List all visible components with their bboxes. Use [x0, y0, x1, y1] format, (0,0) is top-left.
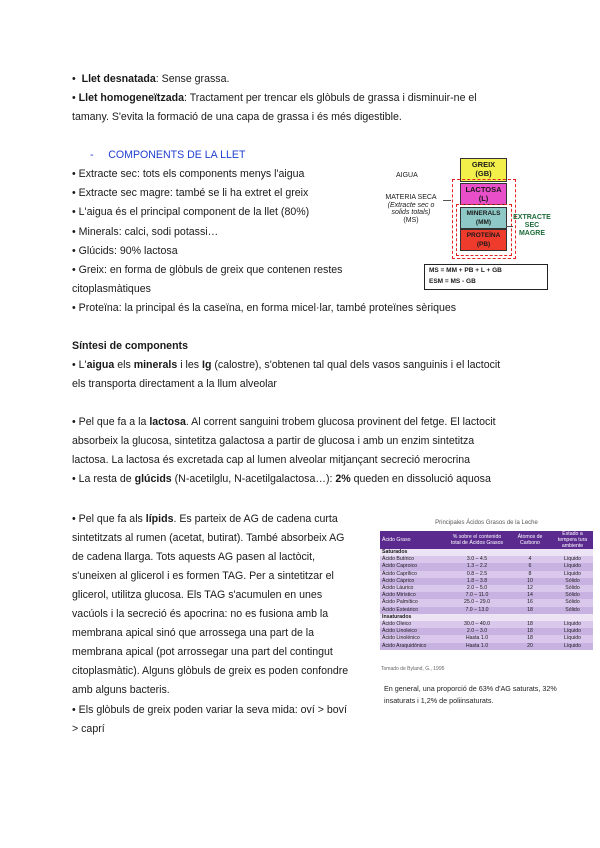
- table-cell: 18: [527, 635, 533, 642]
- materia-seca-line: solids totals): [391, 209, 431, 216]
- intro-line-3: tamany. S'evita la formació de una capa de grassa i és més digestible.: [72, 111, 402, 123]
- lipids-line: de cadena llarga. Tots aquests AG pasen al lactòcit,: [72, 551, 316, 563]
- formula-ms: MS = MM + PB + L + GB: [429, 267, 502, 274]
- component-item: • L'aigua és el principal component de la llet (80%): [72, 206, 310, 218]
- table-cell: 18: [527, 628, 533, 635]
- intro-text: : Sense grassa.: [155, 73, 230, 85]
- lactosa-code: (L): [478, 193, 489, 203]
- synthesis-p2-line3: lactosa. La lactosa és excretada cap al lumen alveolar mitjançant secreció merocrina: [72, 454, 471, 466]
- table-cell: Ácido Esteárico: [382, 606, 419, 613]
- lipids-line: sintetitzats al rumen (acetat, butirat). També absorbeix AG: [72, 532, 345, 544]
- component-item: • Minerals: calci, sodi potassi…: [72, 226, 219, 238]
- proteina-code: (PB): [476, 240, 491, 248]
- component-item-text: Minerals: calci, sodi potassi…: [78, 226, 219, 238]
- extracte-line: EXTRACTE: [513, 214, 551, 221]
- globuls-line-2: > caprí: [72, 723, 105, 735]
- table-cell: Sólido: [565, 606, 580, 613]
- table-cell: Líquido: [563, 563, 582, 570]
- table-body: [380, 549, 593, 650]
- caption-line: insaturats i 1,2% de poliinsaturats.: [384, 696, 494, 705]
- table-cell: Ácido Cáprico: [382, 577, 415, 584]
- component-item: • Extracte sec magre: també se li ha extret el greix: [72, 187, 309, 199]
- diagram-aigua: AIGUA: [396, 172, 418, 179]
- lipids-line: vacúols i la secreció és apocrina: no es fusiona amb la: [72, 608, 329, 620]
- component-item-text: Extracte sec: tots els components menys l'aigua: [78, 168, 305, 180]
- diagram-extracte-sec-magre: [511, 214, 553, 238]
- text-span: L': [78, 359, 87, 371]
- fatty-acids-table: [380, 531, 593, 650]
- table-cell: 1.3 – 2.2: [466, 563, 488, 570]
- table-cell: 14: [527, 592, 533, 599]
- table-cell: Sólido: [565, 585, 580, 592]
- text-span: Pel que fa als: [78, 513, 146, 525]
- formula-esm: ESM = MS - GB: [429, 278, 476, 285]
- table-cell: 12: [527, 585, 533, 592]
- table-cell: 25.0 – 29.0: [464, 599, 490, 606]
- table-cell: 1.8 – 3.8: [466, 577, 488, 584]
- minerals-label: MINERALS: [466, 210, 501, 217]
- materia-seca-line: (MS): [403, 216, 419, 224]
- term-homogeneitzada: Llet homogeneïtzada: [78, 92, 185, 104]
- table-header-cell: Átomos de Carbono: [517, 534, 543, 546]
- text-span: . Es parteix de AG de cadena curta: [173, 513, 338, 525]
- synthesis-p2-line2: absorbeix la glucosa, sintetitza galactosa a partir de glucosa i amb un enzim sintetitza: [72, 435, 475, 447]
- component-item-text: Glúcids: 90% lactosa: [78, 245, 178, 257]
- components-heading: - COMPONENTS DE LA LLET: [90, 149, 246, 161]
- lipids-line-1: • Pel que fa als lípids. Es parteix de AG de cadena curta: [72, 513, 338, 525]
- table-cell: Ácido Palmítico: [382, 599, 418, 606]
- table-cell: Ácido Linoleico: [382, 628, 417, 635]
- lipids-line: citoplasmàtic). Alguns glòbuls de greix es poden confondre: [72, 665, 349, 677]
- term-ig: Ig: [202, 359, 212, 371]
- table-row: [380, 563, 593, 570]
- table-cell: Ácido Araquidónico: [382, 642, 427, 649]
- term-minerals: minerals: [133, 359, 178, 371]
- minerals-code: (MM): [475, 218, 492, 226]
- table-section-row: [380, 614, 593, 621]
- text-span: La resta de: [78, 473, 135, 485]
- diagram-lactosa-box: [460, 183, 507, 205]
- term-glucids: glúcids: [134, 473, 172, 485]
- synthesis-p3: • La resta de glúcids (N-acetilglu, N-acetilgalactosa…): 2% queden en dissolució aquosa: [72, 473, 491, 485]
- component-item-text: Extracte sec magre: també se li ha extret el greix: [78, 187, 309, 199]
- table-source: Tomado de Byland, G., 1995: [381, 666, 445, 672]
- table-cell: 18: [527, 621, 533, 628]
- table-cell: Líquido: [563, 628, 582, 635]
- materia-seca-line: (Extracte sec o: [387, 201, 435, 209]
- table-cell: 7.0 – 13.0: [465, 606, 489, 613]
- greix-code: (GB): [475, 168, 492, 178]
- component-item: • Extracte sec: tots els components menys l'aigua: [72, 168, 305, 180]
- table-cell: Ácido Caproico: [382, 563, 418, 570]
- synthesis-p2: • Pel que fa a la lactosa. Al corrent sanguini trobem glucosa provinent del fetge. El lactocit: [72, 416, 496, 428]
- table-row: [380, 643, 593, 650]
- table-section-label: Saturados: [382, 549, 408, 555]
- diagram-minerals-box: [460, 207, 507, 229]
- extracte-line: SEC: [524, 222, 540, 229]
- table-cell: Líquido: [563, 642, 582, 649]
- diagram-materia-seca: [381, 194, 441, 224]
- table-cell: Ácido Láurico: [382, 585, 414, 592]
- table-cell: Líquido: [563, 570, 582, 577]
- text-span: Els glòbuls de greix poden variar la seva mida: oví > boví: [78, 704, 347, 716]
- table-cell: 6: [528, 563, 532, 570]
- table-caption: [384, 683, 557, 707]
- component-item: • Greix: en forma de glòbuls de greix que contenen restes: [72, 264, 343, 276]
- table-cell: 10: [527, 577, 533, 584]
- extracte-line: MAGRE: [518, 230, 546, 237]
- table-cell: 16: [527, 599, 533, 606]
- table-cell: Ácido Caprílico: [382, 570, 417, 577]
- table-cell: 2.0 – 3.0: [466, 628, 488, 635]
- text-span: Pel que fa a la: [78, 416, 150, 428]
- table-cell: Sólido: [565, 577, 580, 584]
- table-cell: 4: [528, 556, 532, 563]
- table-cell: Hasta 1.0: [465, 635, 489, 642]
- proteina-label: PROTEÏNA: [466, 232, 501, 239]
- table-cell: 7.0 – 11.0: [465, 592, 489, 599]
- text-span: i les: [177, 359, 202, 371]
- table-row: [380, 607, 593, 614]
- synthesis-heading: Síntesi de components: [72, 340, 188, 352]
- term-lipids: lípids: [145, 513, 174, 525]
- text-span: . Al corrent sanguini trobem glucosa provinent del fetge. El lactocit: [185, 416, 496, 428]
- table-cell: Ácido Mirístico: [382, 592, 416, 599]
- diagram-proteina-box: [460, 229, 507, 251]
- table-cell: Líquido: [563, 621, 582, 628]
- table-row: [380, 571, 593, 578]
- percent-glucids: 2%: [335, 473, 351, 485]
- table-section-label: Insaturados: [382, 613, 412, 620]
- diagram-formulas-box: [424, 264, 548, 290]
- table-cell: 18: [527, 606, 533, 613]
- component-item: • Proteïna: la principal és la caseïna, en forma micel·lar, també proteïnes sèriques: [72, 302, 457, 314]
- lipids-line: membrana apical (pot arrossegar una part del contingut: [72, 646, 333, 658]
- component-item-text: L'aigua és el principal component de la llet (80%): [78, 206, 310, 218]
- materia-seca-line: MATERIA SECA: [385, 194, 437, 201]
- term-lactosa: lactosa: [149, 416, 186, 428]
- table-cell: Líquido: [563, 635, 582, 642]
- table-cell: Sólido: [565, 592, 580, 599]
- diagram-connector: [443, 200, 451, 201]
- table-cell: 3.0 – 4.5: [466, 556, 488, 563]
- table-cell: 8: [528, 570, 532, 577]
- intro-text: : Tractament per trencar els glòbuls de grassa i disminuir-ne el: [184, 92, 477, 104]
- table-header-row: [380, 531, 593, 549]
- component-item: • Glúcids: 90% lactosa: [72, 245, 178, 257]
- lipids-line: membrana apical sinó que arrossega una part de la: [72, 627, 315, 639]
- table-cell: Hasta 1.0: [465, 642, 489, 649]
- greix-label: GREIX: [471, 160, 496, 169]
- table-row: [380, 635, 593, 642]
- table-title: Principales Ácidos Grasos de la Leche: [435, 520, 538, 526]
- lipids-line: amb alguns bacteris.: [72, 684, 170, 696]
- table-cell: Ácido Butírico: [382, 556, 415, 563]
- term-aigua: aigua: [86, 359, 115, 371]
- synthesis-p1-line2: els transporta directament a la llum alveolar: [72, 378, 277, 390]
- component-item-continuation: citoplasmàtiques: [72, 283, 151, 295]
- text-span: els: [114, 359, 134, 371]
- term-desnatada: Llet desnatada: [81, 73, 156, 85]
- table-header-cell: Estado a tempera tura ambiente: [557, 531, 588, 549]
- component-item-text: Greix: en forma de glòbuls de greix que contenen restes: [78, 264, 343, 276]
- table-row: [380, 599, 593, 606]
- components-heading-text: COMPONENTS DE LA LLET: [108, 149, 246, 161]
- globuls-line-1: • Els glòbuls de greix poden variar la seva mida: oví > boví: [72, 704, 347, 716]
- intro-line-homogeneitzada: • Llet homogeneïtzada: Tractament per trencar els glòbuls de grassa i disminuir-ne el: [72, 92, 477, 104]
- lipids-line: s'uneixen al glicerol i es formen TAG. Per a sintetitzar el: [72, 570, 334, 582]
- table-cell: 0.8 – 2.5: [466, 570, 488, 577]
- table-cell: 2.0 – 5.0: [466, 585, 488, 592]
- table-header-cell: % sobre el contenido total de Ácidos Grasos: [450, 534, 504, 546]
- text-span: (N-acetilglu, N-acetilgalactosa…):: [171, 473, 336, 485]
- component-item-text: Proteïna: la principal és la caseïna, en forma micel·lar, també proteïnes sèriques: [78, 302, 457, 314]
- lactosa-label: LACTOSA: [465, 185, 502, 194]
- lipids-line: glicerol, utilitza glucosa. Els TAG s'acumulen en unes: [72, 589, 323, 601]
- table-cell: 30.0 – 40.0: [464, 621, 490, 628]
- text-span: queden en dissolució aquosa: [350, 473, 491, 485]
- intro-line-desnatada: • Llet desnatada: Sense grassa.: [72, 73, 230, 85]
- table-cell: Líquido: [563, 556, 582, 563]
- table-cell: Ácido Oleico: [382, 621, 412, 628]
- text-span: (calostre), s'obtenen tal qual dels vasos sanguinis i el lactocit: [211, 359, 501, 371]
- synthesis-p1: • L'aigua els minerals i les Ig (calostre), s'obtenen tal qual dels vasos sanguinis i el lactocit: [72, 359, 501, 371]
- table-row: [380, 578, 593, 585]
- table-cell: Ácido Linolénico: [382, 635, 420, 642]
- caption-line: En general, una proporció de 63% d'AG saturats, 32%: [384, 684, 557, 693]
- table-cell: Sólido: [565, 599, 580, 606]
- table-cell: 20: [527, 642, 533, 649]
- table-header-cell: Ácido Graso: [382, 537, 411, 543]
